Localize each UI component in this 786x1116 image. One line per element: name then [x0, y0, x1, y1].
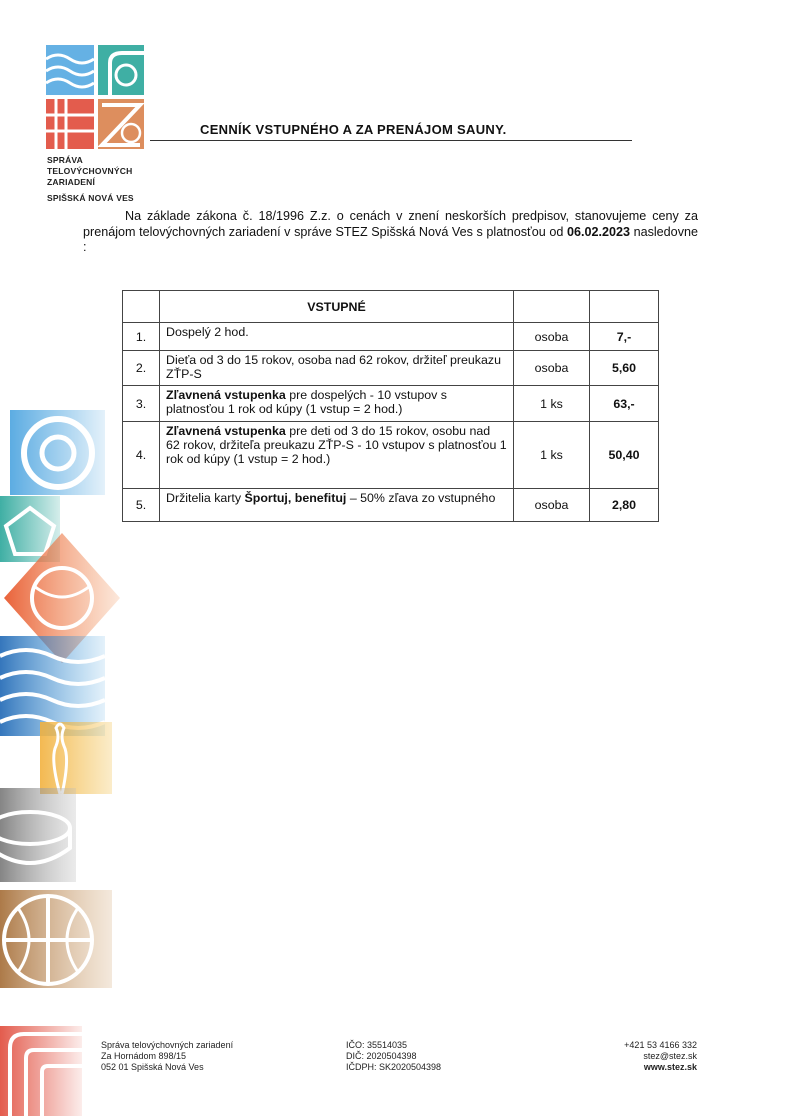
intro-paragraph — [83, 209, 698, 256]
document-title: CENNÍK VSTUPNÉHO A ZA PRENÁJOM SAUNY. — [200, 122, 507, 137]
row-price: 50,40 — [590, 422, 659, 489]
row-description: Zľavnená vstupenka pre deti od 3 do 15 rokov, osobu nad 62 rokov, držiteľa preukazu ZŤP-S - 10 vstupov s platnosťou 1 rok od kúpy (1 vstup = 2 hod.) — [160, 422, 514, 489]
header-cell-empty — [590, 291, 659, 323]
table-row — [123, 386, 659, 422]
header-cell-title: VSTUPNÉ — [160, 291, 514, 323]
row-price: 7,- — [590, 323, 659, 351]
row-description: Držitelia karty Športuj, benefituj – 50% zľava zo vstupného — [160, 489, 514, 522]
row-number: 2. — [123, 351, 160, 386]
row-description: Dospelý 2 hod. — [160, 323, 514, 351]
header-cell-empty — [123, 291, 160, 323]
table-row — [123, 351, 659, 386]
table-row — [123, 422, 659, 489]
footer-tax-ids: IČO: 35514035 DIČ: 2020504398 IČDPH: SK2020504398 — [346, 1040, 442, 1072]
intro-text: Na základe zákona č. 18/1996 Z.z. o cenách v znení neskorších predpisov, stanovujeme ceny za prenájom telovýchovných zariadení v správe STEZ Spišská Nová Ves s platnosťou od — [83, 209, 698, 239]
stez-logo-icon — [46, 45, 146, 150]
footer-contact — [560, 1040, 697, 1073]
row-number: 3. — [123, 386, 160, 422]
footer-website-link[interactable]: www.stez.sk — [643, 1062, 697, 1072]
table-row — [123, 489, 659, 522]
header-cell-empty — [514, 291, 590, 323]
row-number: 4. — [123, 422, 160, 489]
row-unit: osoba — [514, 323, 590, 351]
decorative-sport-strip-icon — [0, 408, 120, 1116]
row-number: 1. — [123, 323, 160, 351]
title-underline — [150, 140, 632, 141]
row-description: Dieťa od 3 do 15 rokov, osoba nad 62 rokov, držiteľ preukazu ZŤP-S — [160, 351, 514, 386]
intro-date: 06.02.2023 — [566, 224, 630, 239]
row-number: 5. — [123, 489, 160, 522]
footer-phone: +421 53 4166 332 — [624, 1040, 697, 1050]
organization-name: SPRÁVA TELOVÝCHOVNÝCH ZARIADENÍ — [47, 155, 133, 187]
table-row — [123, 323, 659, 351]
row-price: 5,60 — [590, 351, 659, 386]
organization-city: SPIŠSKÁ NOVÁ VES — [47, 193, 134, 203]
row-description: Zľavnená vstupenka pre dospelých - 10 vstupov s platnosťou 1 rok od kúpy (1 vstup = 2 hod.) — [160, 386, 514, 422]
row-unit: 1 ks — [514, 386, 590, 422]
table-header-row — [123, 291, 659, 323]
row-price: 2,80 — [590, 489, 659, 522]
footer-email-link[interactable]: stez@stez.sk — [643, 1051, 697, 1061]
row-unit: 1 ks — [514, 422, 590, 489]
footer-address: Správa telovýchovných zariadení Za Hornádom 898/15 052 01 Spišská Nová Ves — [101, 1040, 234, 1072]
row-unit: osoba — [514, 351, 590, 386]
row-price: 63,- — [590, 386, 659, 422]
price-table — [122, 290, 659, 522]
row-unit: osoba — [514, 489, 590, 522]
intro-end: nasledovne : — [83, 224, 698, 254]
